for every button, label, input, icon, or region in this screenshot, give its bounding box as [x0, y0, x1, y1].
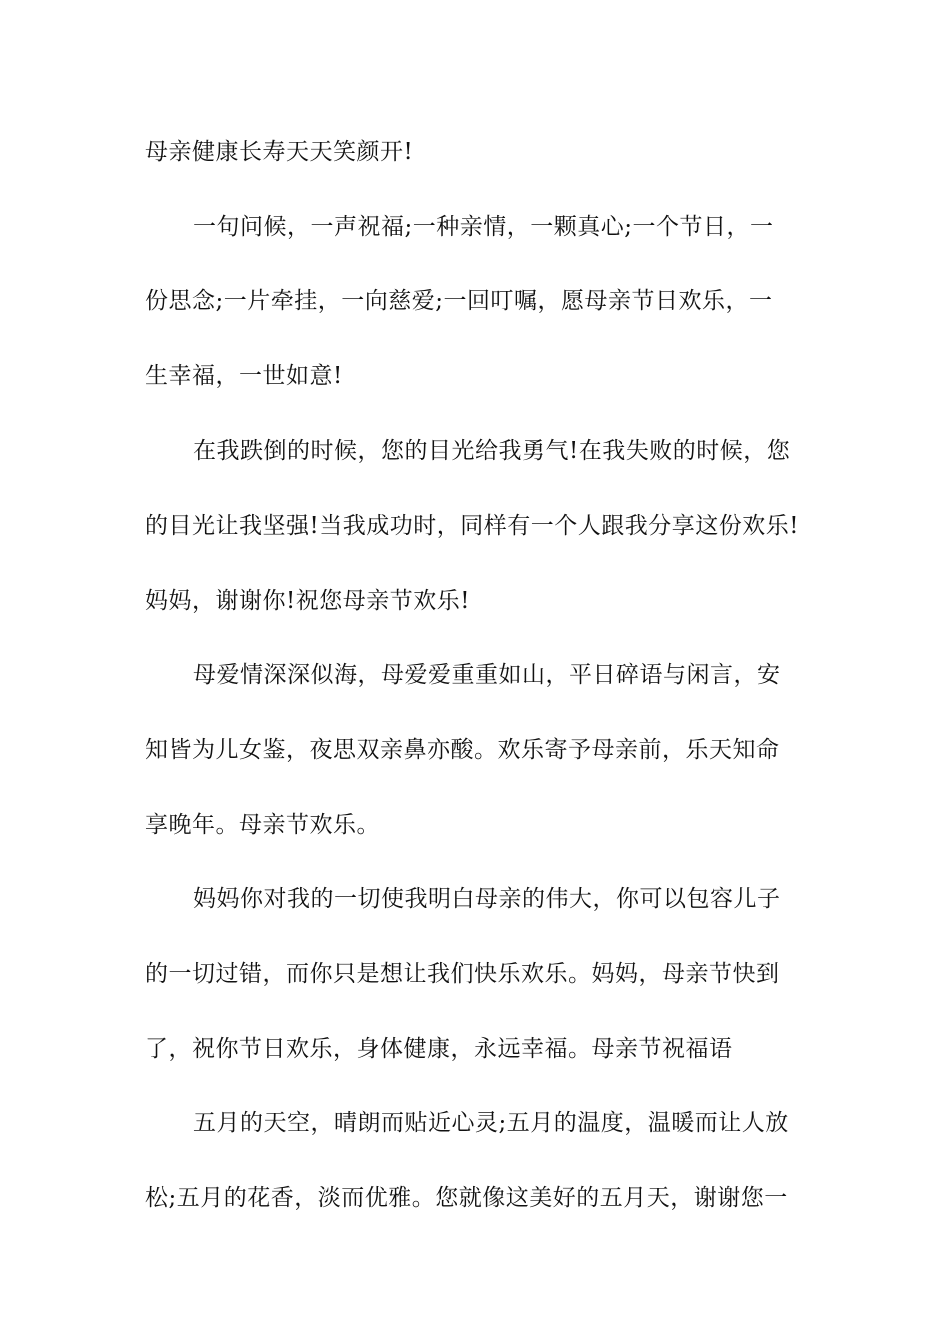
text-line: 享晚年。母亲节欢乐。	[145, 812, 380, 838]
text-line: 的一切过错，而你只是想让我们快乐欢乐。妈妈，母亲节快到	[145, 961, 780, 987]
paragraph-first-line: 五月的天空，晴朗而贴近心灵;五月的温度，温暖而让人放	[193, 1110, 789, 1136]
text-line: 妈妈，谢谢你!祝您母亲节欢乐!	[145, 588, 470, 614]
paragraph-first-line: 妈妈你对我的一切使我明白母亲的伟大，你可以包容儿子	[193, 886, 781, 912]
text-line: 知皆为儿女鉴，夜思双亲鼻亦酸。欢乐寄予母亲前，乐天知命	[145, 737, 780, 763]
text-line: 生幸福，一世如意!	[145, 363, 343, 389]
text-line: 了，祝你节日欢乐，身体健康，永远幸福。母亲节祝福语	[145, 1036, 733, 1062]
text-line: 份思念;一片牵挂，一向慈爱;一回叮嘱，愿母亲节日欢乐，一	[145, 288, 773, 314]
text-line: 松;五月的花香，淡而优雅。您就像这美好的五月天，谢谢您一	[145, 1185, 788, 1211]
paragraph-first-line: 在我跌倒的时候，您的目光给我勇气!在我失败的时候，您	[193, 438, 791, 464]
paragraph-first-line: 母爱情深深似海，母爱爱重重如山，平日碎语与闲言，安	[193, 662, 781, 688]
paragraph-first-line: 一句问候，一声祝福;一种亲情，一颗真心;一个节日，一	[193, 214, 774, 240]
text-line: 的目光让我坚强!当我成功时，同样有一个人跟我分享这份欢乐!	[145, 513, 799, 539]
text-line: 母亲健康长寿天天笑颜开!	[145, 139, 414, 165]
